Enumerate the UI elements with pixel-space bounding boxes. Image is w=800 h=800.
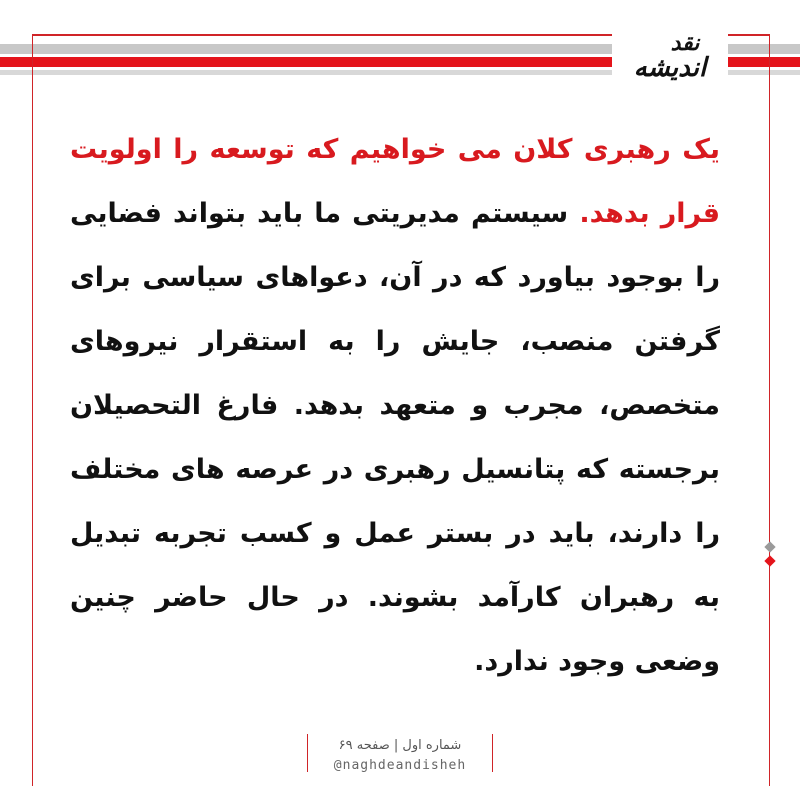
red-diamond-icon [764,555,775,566]
gray-diamond-icon [764,541,775,552]
diamond-ornament [762,540,778,574]
social-handle: @naghdeandisheh [333,758,467,773]
brand-logo [612,26,728,88]
logo-text-top: نقد [670,31,700,56]
article-text [70,118,720,694]
issue-label: شماره اول | صفحه ۶۹ [338,738,462,753]
logo-text-bottom: اندیشه [633,53,707,83]
article-highlight: یک رهبری کلان می خواهیم که توسعه را اولویت قرار بدهد. [70,134,720,229]
article-body: سیستم مدیریتی ما باید بتواند فضایی را بوجود بیاورد که در آن، دعواهای سیاسی برای گرفتن منصب، جایش را به استقرار نیروهای متخصص، مجرب و متعهد بدهد. فارغ التحصیلان برجسته که پتانسیل رهبری در عرصه های مختلف را دارند، باید در بستر عمل و کسب تجربه تبدیل به رهبران کارآمد بشوند. در حال حاضر چنین وضعی وجود ندارد. [70,198,720,677]
